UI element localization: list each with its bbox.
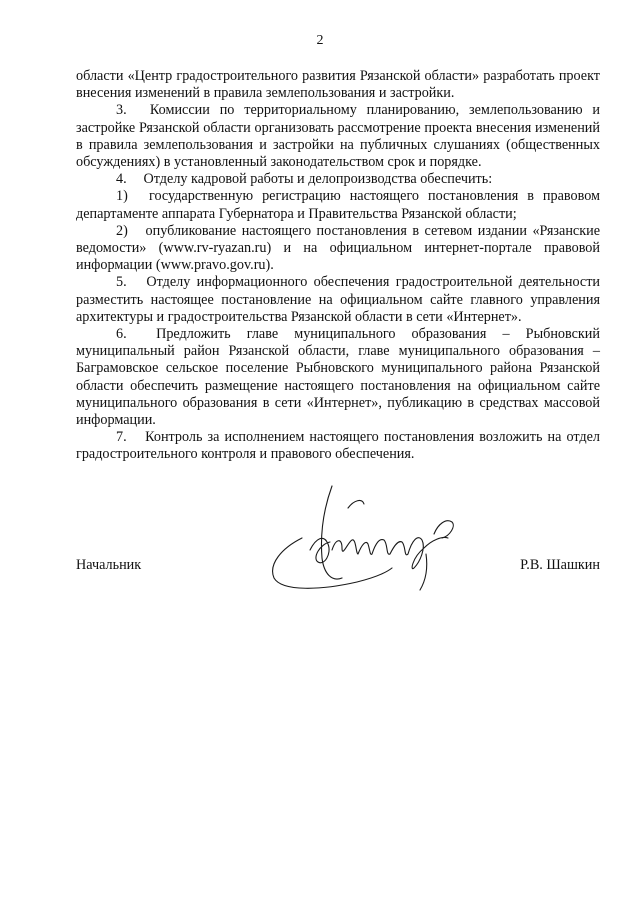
paragraph-text: области «Центр градостроительного развития Рязанской области» разработать проект внесения изменений в правила землепользования и застройки. xyxy=(76,68,600,102)
paragraph-number: 1) xyxy=(116,188,128,205)
paragraph-text: опубликование настоящего постановления в сетевом издании «Рязанские ведомости» (www.rv-ryazan.ru) и на официальном интернет-портале правовой информации (www.pravo.gov.ru). xyxy=(76,222,601,274)
paragraph-item-4 xyxy=(76,171,600,188)
paragraph-number: 2) xyxy=(116,222,128,239)
paragraph-item-5 xyxy=(76,274,600,326)
paragraph-number: 5. xyxy=(116,274,127,291)
paragraph-number: 3. xyxy=(116,102,127,119)
paragraph-number: 7. xyxy=(116,429,127,446)
paragraph-continuation xyxy=(76,68,600,102)
paragraph-subitem-1 xyxy=(76,188,600,222)
handwritten-signature xyxy=(262,478,472,598)
paragraph-text: государственную регистрацию настоящего постановления в правовом департаменте аппарата Губернатора и Правительства Рязанской области; xyxy=(76,188,601,222)
paragraph-subitem-2 xyxy=(76,223,600,275)
paragraph-text: Отделу кадровой работы и делопроизводства обеспечить: xyxy=(143,171,493,188)
paragraph-text: Комиссии по территориальному планированию, землепользованию и застройке Рязанской области организовать рассмотрение проекта внесения изменений в правила землепользования и застройки на публичных слушаниях (общественных обсуждениях) в установленный законодательством срок и порядке. xyxy=(76,102,601,171)
page-number: 2 xyxy=(316,33,324,48)
paragraph-text: Предложить главе муниципального образования – Рыбновский муниципальный район Рязанской области, главе муниципального образования – Баграмовское сельское поселение Рыбновского муниципального района Рязанской области обеспечить размещение настоящего постановления на официальном сайте муниципального образования в сети «Интернет», публикацию в средствах массовой информации. xyxy=(76,326,600,429)
paragraph-number: 4. xyxy=(116,171,127,188)
signature-block xyxy=(76,557,600,577)
paragraph-item-7 xyxy=(76,429,600,463)
signer-name: Р.В. Шашкин xyxy=(520,557,600,573)
paragraph-item-3 xyxy=(76,102,600,171)
document-body xyxy=(76,68,600,464)
paragraph-text: Отделу информационного обеспечения градостроительной деятельности разместить настоящее постановление на официальном сайте главного управления архитектуры и градостроительства Рязанской области в сети «Интернет». xyxy=(76,274,601,325)
paragraph-number: 6. xyxy=(116,326,127,343)
paragraph-item-6 xyxy=(76,326,600,429)
paragraph-text: Контроль за исполнением настоящего постановления возложить на отдел градостроительного контроля и правового обеспечения. xyxy=(76,429,600,463)
signer-title: Начальник xyxy=(76,557,142,573)
